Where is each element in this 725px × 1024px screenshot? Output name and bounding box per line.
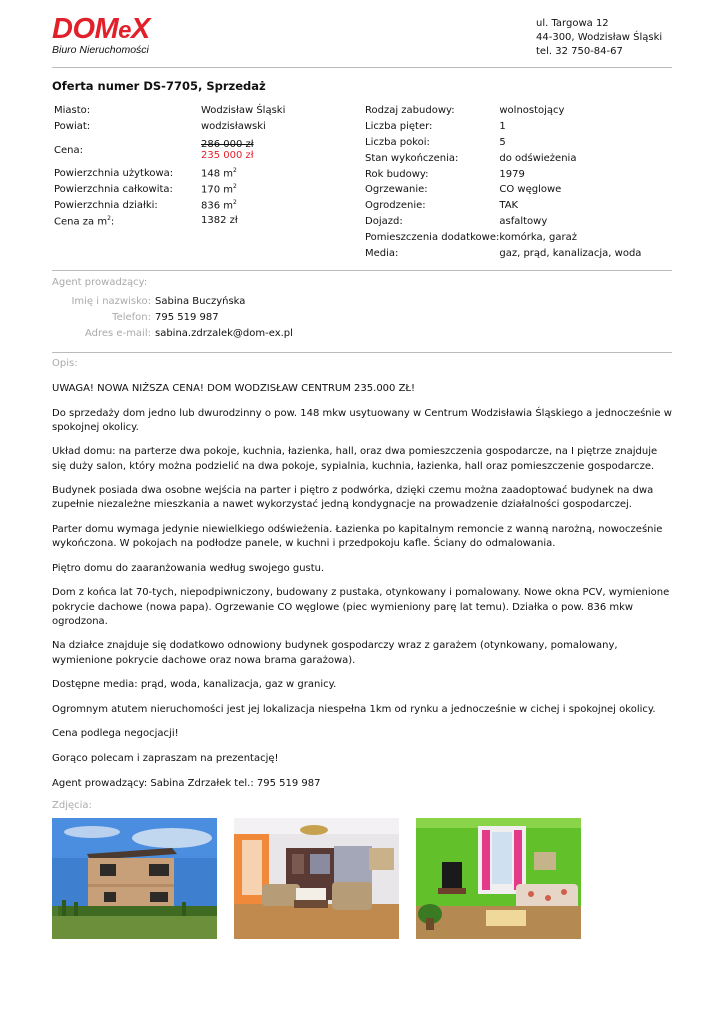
- header-divider: [52, 67, 672, 68]
- prop-row: Powierzchnia całkowita: 170 $m^2$: [54, 183, 237, 196]
- prop-row: Powiat: wodzisławski: [54, 121, 266, 133]
- property-details-right: [365, 103, 641, 261]
- agent-divider: [52, 270, 672, 271]
- agent-section-label: Agent prowadzący:: [52, 277, 148, 288]
- office-contact: [536, 17, 662, 59]
- office-street: ul. Targowa 12: [536, 18, 609, 29]
- description-paragraph: Piętro domu do zaaranżowania według swojego gustu.: [52, 562, 325, 574]
- company-logo: [52, 14, 150, 56]
- prop-row: Miasto: Wodzisław Śląski: [54, 105, 286, 117]
- prop-row: Powierzchnia użytkowa: 148 $m^2$: [54, 167, 237, 180]
- agent-info: [52, 296, 293, 344]
- description-divider: [52, 352, 672, 353]
- property-details-left: [54, 103, 285, 229]
- prop-row: Media: gaz, prąd, kanalizacja, woda: [365, 247, 642, 259]
- agent-phone[interactable]: 795 519 987: [155, 312, 219, 323]
- offer-description: [52, 382, 674, 801]
- office-phone: tel. 32 750-84-67: [536, 46, 623, 57]
- agent-name-label: Imię i nazwisko:: [71, 296, 151, 307]
- description-paragraph: Na działce znajduje się dodatkowo odnowiony budynek gospodarczy wraz z garażem (otynkowany, pomalowany, wymienione pokrycie dachowe oraz nowa brama garażowa).: [52, 640, 618, 666]
- description-paragraph: Dostępne media: prąd, woda, kanalizacja, gaz w granicy.: [52, 679, 337, 691]
- prop-row: Liczba pięter: 1: [365, 121, 506, 133]
- logo-wordmark: DOMeX: [52, 13, 150, 45]
- prop-row: Dojazd: asfaltowy: [365, 215, 548, 227]
- description-paragraph: Parter domu wymaga jedynie niewielkiego odświeżenia. Łazienka po kapitalnym remoncie z wanną narożną, nowocześnie wykończona. W pokojach na podłodze panele, w kuchni i przedpokoju kafle. Ściany do odmalowania.: [52, 523, 663, 550]
- prop-row: Ogrodzenie: TAK: [365, 200, 519, 212]
- offer-title: Oferta numer DS-7705, Sprzedaż: [52, 79, 266, 93]
- prop-row: Cena za $m^2$: 1382 zł: [54, 214, 238, 228]
- photo-house-exterior[interactable]: [52, 818, 217, 939]
- description-section-label: Opis:: [52, 358, 78, 369]
- description-paragraph: Układ domu: na parterze dwa pokoje, kuchnia, łazienka, hall, oraz dwa pomieszczenia gospodarcze, na I piętrze znajduje się duży salon, który można podzielić na dwa pokoje, sypialnia, kuchnia, łazienka, hall oraz pomieszczenie gospodarcze.: [52, 446, 658, 472]
- agent-email[interactable]: sabina.zdrzalek@dom-ex.pl: [155, 328, 293, 339]
- description-paragraph: Agent prowadzący: Sabina Zdrzałek tel.: 795 519 987: [52, 777, 321, 789]
- description-paragraph: Dom z końca lat 70-tych, niepodpiwniczony, budowany z pustaka, otynkowany i pomalowany. Nowe okna PCV, wymienione pokrycie dachowe (nowa papa). Ogrzewanie CO węglowe (piec wymieniony parę lat temu). Działka o pow. 836 mkw ogrodzona.: [52, 587, 670, 627]
- prop-row: Pomieszczenia dodatkowe: komórka, garaż: [365, 231, 577, 243]
- description-paragraph: Budynek posiada dwa osobne wejścia na parter i piętro z podwórka, dzięki czemu można zaadoptować budynek na dwa zupełnie niezależne mieszkania a nawet wykorzystać jedną kondygnacje na prowadzenie działalności gospodarczej.: [52, 485, 654, 511]
- prop-row: Stan wykończenia: do odświeżenia: [365, 152, 577, 164]
- description-paragraph: Gorąco polecam i zapraszam na prezentację!: [52, 752, 279, 764]
- old-price: 286 000 zł: [201, 139, 254, 151]
- logo-subtitle: Biuro Nieruchomości: [52, 44, 149, 56]
- prop-row: Ogrzewanie: CO węglowe: [365, 184, 562, 196]
- description-paragraph: Cena podlega negocjacji!: [52, 728, 179, 740]
- prop-row: Rok budowy: 1979: [365, 168, 525, 180]
- photo-green-room[interactable]: [416, 818, 581, 939]
- prop-row: Liczba pokoi: 5: [365, 136, 506, 148]
- photos-section-label: Zdjęcia:: [52, 800, 92, 811]
- new-price: 235 000 zł: [201, 150, 254, 162]
- price-row: Cena: 286 000 zł 235 000 zł: [54, 135, 285, 166]
- description-paragraph: Do sprzedaży dom jedno lub dwurodzinny o pow. 148 mkw usytuowany w Centrum Wodzisławia Śląskiego a jednocześnie w spokojnej okolicy.: [52, 407, 672, 433]
- agent-phone-label: Telefon:: [112, 312, 151, 323]
- description-paragraph: Ogromnym atutem nieruchomości jest jej lokalizacja niespełna 1km od rynku a jednocześnie w cichej i spokojnej okolicy.: [52, 703, 656, 715]
- agent-name: Sabina Buczyńska: [155, 296, 246, 307]
- office-city: 44-300, Wodzisław Śląski: [536, 32, 663, 43]
- description-paragraph: UWAGA! NOWA NIŻSZA CENA! DOM WODZISŁAW CENTRUM 235.000 ZŁ!: [52, 383, 416, 394]
- photo-living-room[interactable]: [234, 818, 399, 939]
- prop-row: Powierzchnia działki: 836 $m^2$: [54, 198, 237, 212]
- agent-email-label: Adres e-mail:: [84, 328, 151, 339]
- prop-row: Rodzaj zabudowy: wolnostojący: [365, 105, 565, 117]
